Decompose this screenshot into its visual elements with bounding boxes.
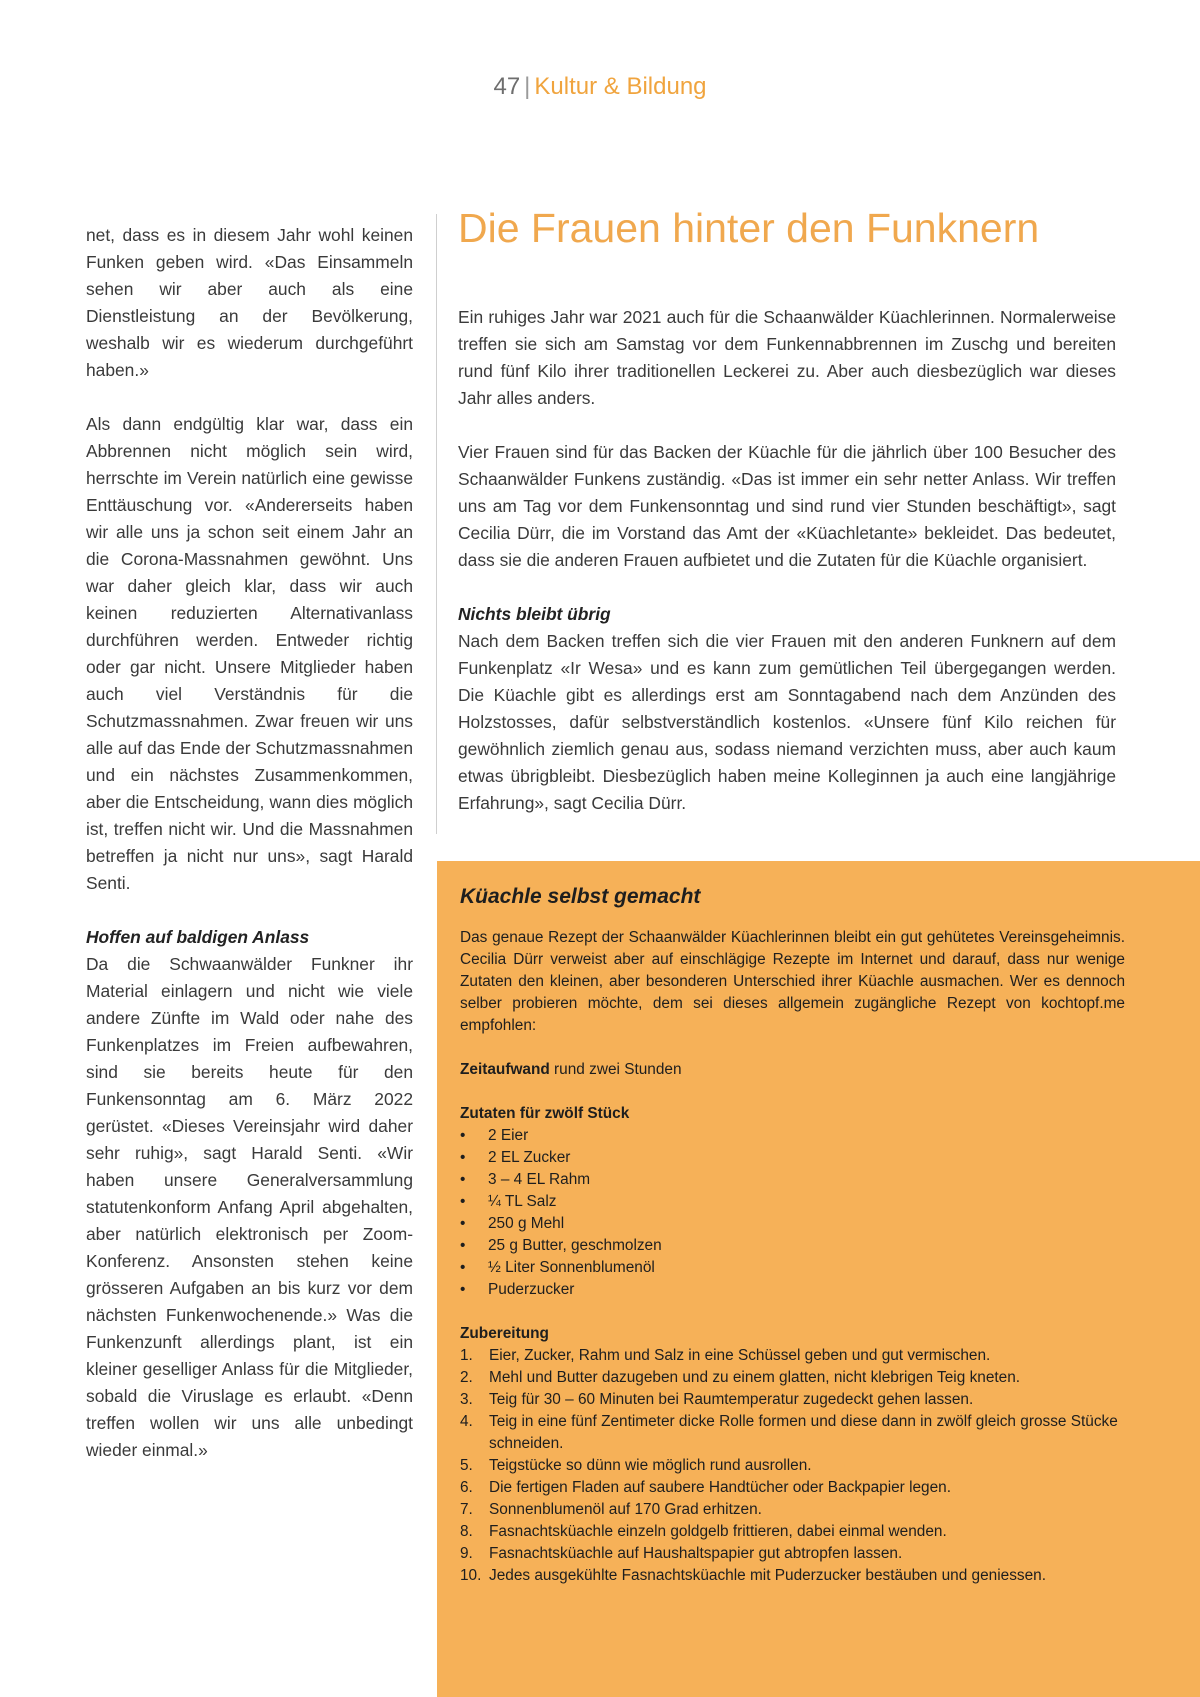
article-title: Die Frauen hinter den Funknern <box>458 205 1040 251</box>
step-item: 8. Fasnachtsküachle einzeln goldgelb frittieren, dabei einmal wenden. <box>460 1523 947 1540</box>
ingredient-item: • ½ Liter Sonnenblumenöl <box>460 1259 655 1276</box>
ingredient-item: • ¼ TL Salz <box>460 1193 557 1210</box>
column-divider <box>436 214 437 834</box>
step-item: 9. Fasnachtsküachle auf Haushaltspapier gut abtropfen lassen. <box>460 1545 903 1562</box>
step-item: 3. Teig für 30 – 60 Minuten bei Raumtemperatur zugedeckt gehen lassen. <box>460 1391 974 1408</box>
step-item: 10. Jedes ausgekühlte Fasnachtsküachle mit Puderzucker bestäuben und geniessen. <box>460 1567 1046 1584</box>
ingredient-item: • 250 g Mehl <box>460 1215 565 1232</box>
step-item: 4. Teig in eine fünf Zentimeter dicke Rolle formen und diese dann in zwölf gleich grosse Stücke schneiden. <box>460 1413 1118 1452</box>
step-item: 2. Mehl und Butter dazugeben und zu einem glatten, nicht klebrigen Teig kneten. <box>460 1369 1021 1386</box>
page-header <box>0 72 1200 102</box>
section-title: Kultur & Bildung <box>534 73 707 100</box>
page-number: 47 <box>493 73 521 100</box>
article-column <box>458 202 1116 844</box>
left-paragraph-2: Als dann endgültig klar war, dass ein Abbrennen nicht möglich sein wird, herrschte im Verein natürlich eine gewisse Enttäuschung vor. «Andererseits haben wir alle uns ja schon seit einem Jahr an die Corona-Massnahmen gewöhnt. Uns war daher gleich klar, dass wir auch keinen reduzierten Alternativanlass durchführen werden. Entweder richtig oder gar nicht. Unsere Mitglieder haben auch viel Verständnis für die Schutzmassnahmen. Zwar freuen wir uns alle auf das Ende der Schutzmassnahmen und ein nächstes Zusammenkommen, aber die Entscheidung, wann dies möglich ist, treffen nicht wir. Und die Massnahmen betreffen ja nicht nur uns», sagt Harald Senti. <box>86 414 413 893</box>
recipe-content <box>460 883 1125 1587</box>
left-subheading: Hoffen auf baldigen Anlass <box>86 927 310 947</box>
recipe-title: Küachle selbst gemacht <box>460 885 701 908</box>
step-item: 6. Die fertigen Fladen auf saubere Handtücher oder Backpapier legen. <box>460 1479 952 1496</box>
article-paragraph-1: Ein ruhiges Jahr war 2021 auch für die Schaanwälder Küachlerinnen. Normalerweise treffen sie sich am Samstag vor dem Funkennabbrennen im Zuschg und bereiten rund fünf Kilo ihrer traditionellen Leckerei zu. Aber auch diesbezüglich war dieses Jahr alles anders. <box>458 307 1116 408</box>
ingredient-item: • 25 g Butter, geschmolzen <box>460 1237 662 1254</box>
recipe-intro: Das genaue Rezept der Schaanwälder Küachlerinnen bleibt ein gut gehütetes Vereinsgeheimnis. Cecilia Dürr verweist aber auf einschlägige Rezepte im Internet und darauf, dass nur wenige Zutaten den kleinen, aber besonderen Unterschied ihrer Küachle ausmachen. Wer es dennoch selber probieren möchte, dem sei dieses allgemein zugängliche Rezept von kochtopf.me empfohlen: <box>460 929 1125 1034</box>
left-paragraph-1: net, dass es in diesem Jahr wohl keinen Funken geben wird. «Das Einsammeln sehen wir aber auch als eine Dienstleistung an der Bevölkerung, weshalb wir es wiederum durchgeführt haben.» <box>86 225 413 380</box>
article-subheading: Nichts bleibt übrig <box>458 604 611 624</box>
ingredient-item: • 2 Eier <box>460 1127 529 1144</box>
steps-list <box>460 1345 1125 1587</box>
ingredient-item: • 3 – 4 EL Rahm <box>460 1171 591 1188</box>
article-body <box>458 304 1116 817</box>
step-item: 5. Teigstücke so dünn wie möglich rund ausrollen. <box>460 1457 812 1474</box>
recipe-box <box>437 861 1200 1697</box>
ingredients-list <box>460 1125 1125 1301</box>
step-item: 7. Sonnenblumenöl auf 170 Grad erhitzen. <box>460 1501 762 1518</box>
steps-heading: Zubereitung <box>460 1325 549 1342</box>
ingredients-heading: Zutaten für zwölf Stück <box>460 1105 630 1122</box>
ingredient-item: • Puderzucker <box>460 1281 575 1298</box>
ingredient-item: • 2 EL Zucker <box>460 1149 571 1166</box>
recipe-time-value: rund zwei Stunden <box>549 1061 682 1078</box>
article-paragraph-2: Vier Frauen sind für das Backen der Küachle für die jährlich über 100 Besucher des Schaanwälder Funkens zuständig. «Das ist immer ein sehr netter Anlass. Wir treffen uns am Tag vor dem Funkensonntag und sind rund vier Stunden beschäftigt», sagt Cecilia Dürr, die im Vorstand das Amt der «Küachletante» bekleidet. Das bedeutet, dass sie die anderen Frauen aufbietet und die Zutaten für die Küachle organisiert. <box>458 442 1116 570</box>
recipe-time <box>460 1059 1125 1081</box>
recipe-time-label: Zeitaufwand <box>460 1061 550 1078</box>
header-separator: | <box>524 73 531 100</box>
left-column <box>86 222 413 1491</box>
article-paragraph-3: Nach dem Backen treffen sich die vier Frauen mit den anderen Funknern auf dem Funkenplatz «Ir Wesa» und es kann zum gemütlichen Teil übergegangen werden. Die Küachle gibt es allerdings erst am Sonntagabend nach dem Anzünden des Holzstosses, dafür selbstverständlich kostenlos. «Unsere fünf Kilo reichen für gewöhnlich ziemlich genau aus, sodass niemand verzichten muss, aber auch kaum etwas übrigbleibt. Diesbezüglich haben meine Kolleginnen ja auch eine langjährige Erfahrung», sagt Cecilia Dürr. <box>458 631 1116 813</box>
left-paragraph-3: Da die Schwaanwälder Funkner ihr Material einlagern und nicht wie viele andere Zünfte im Wald oder nahe des Funkenplatzes im Freien aufbewahren, sind sie bereits heute für den Funkensonntag am 6. März 2022 gerüstet. «Dieses Vereinsjahr wird daher sehr ruhig», sagt Harald Senti. «Wir haben unsere Generalversammlung statutenkonform Anfang April abgehalten, aber natürlich elektronisch per Zoom-Konferenz. Ansonsten stehen keine grösseren Aufgaben an bis kurz vor dem nächsten Funkenwochenende.» Was die Funkenzunft allerdings plant, ist ein kleiner geselliger Anlass für die Mitglieder, sobald die Viruslage es erlaubt. «Denn treffen wollen wir uns alle unbedingt wieder einmal.» <box>86 954 413 1460</box>
step-item: 1. Eier, Zucker, Rahm und Salz in eine Schüssel geben und gut vermischen. <box>460 1347 991 1364</box>
